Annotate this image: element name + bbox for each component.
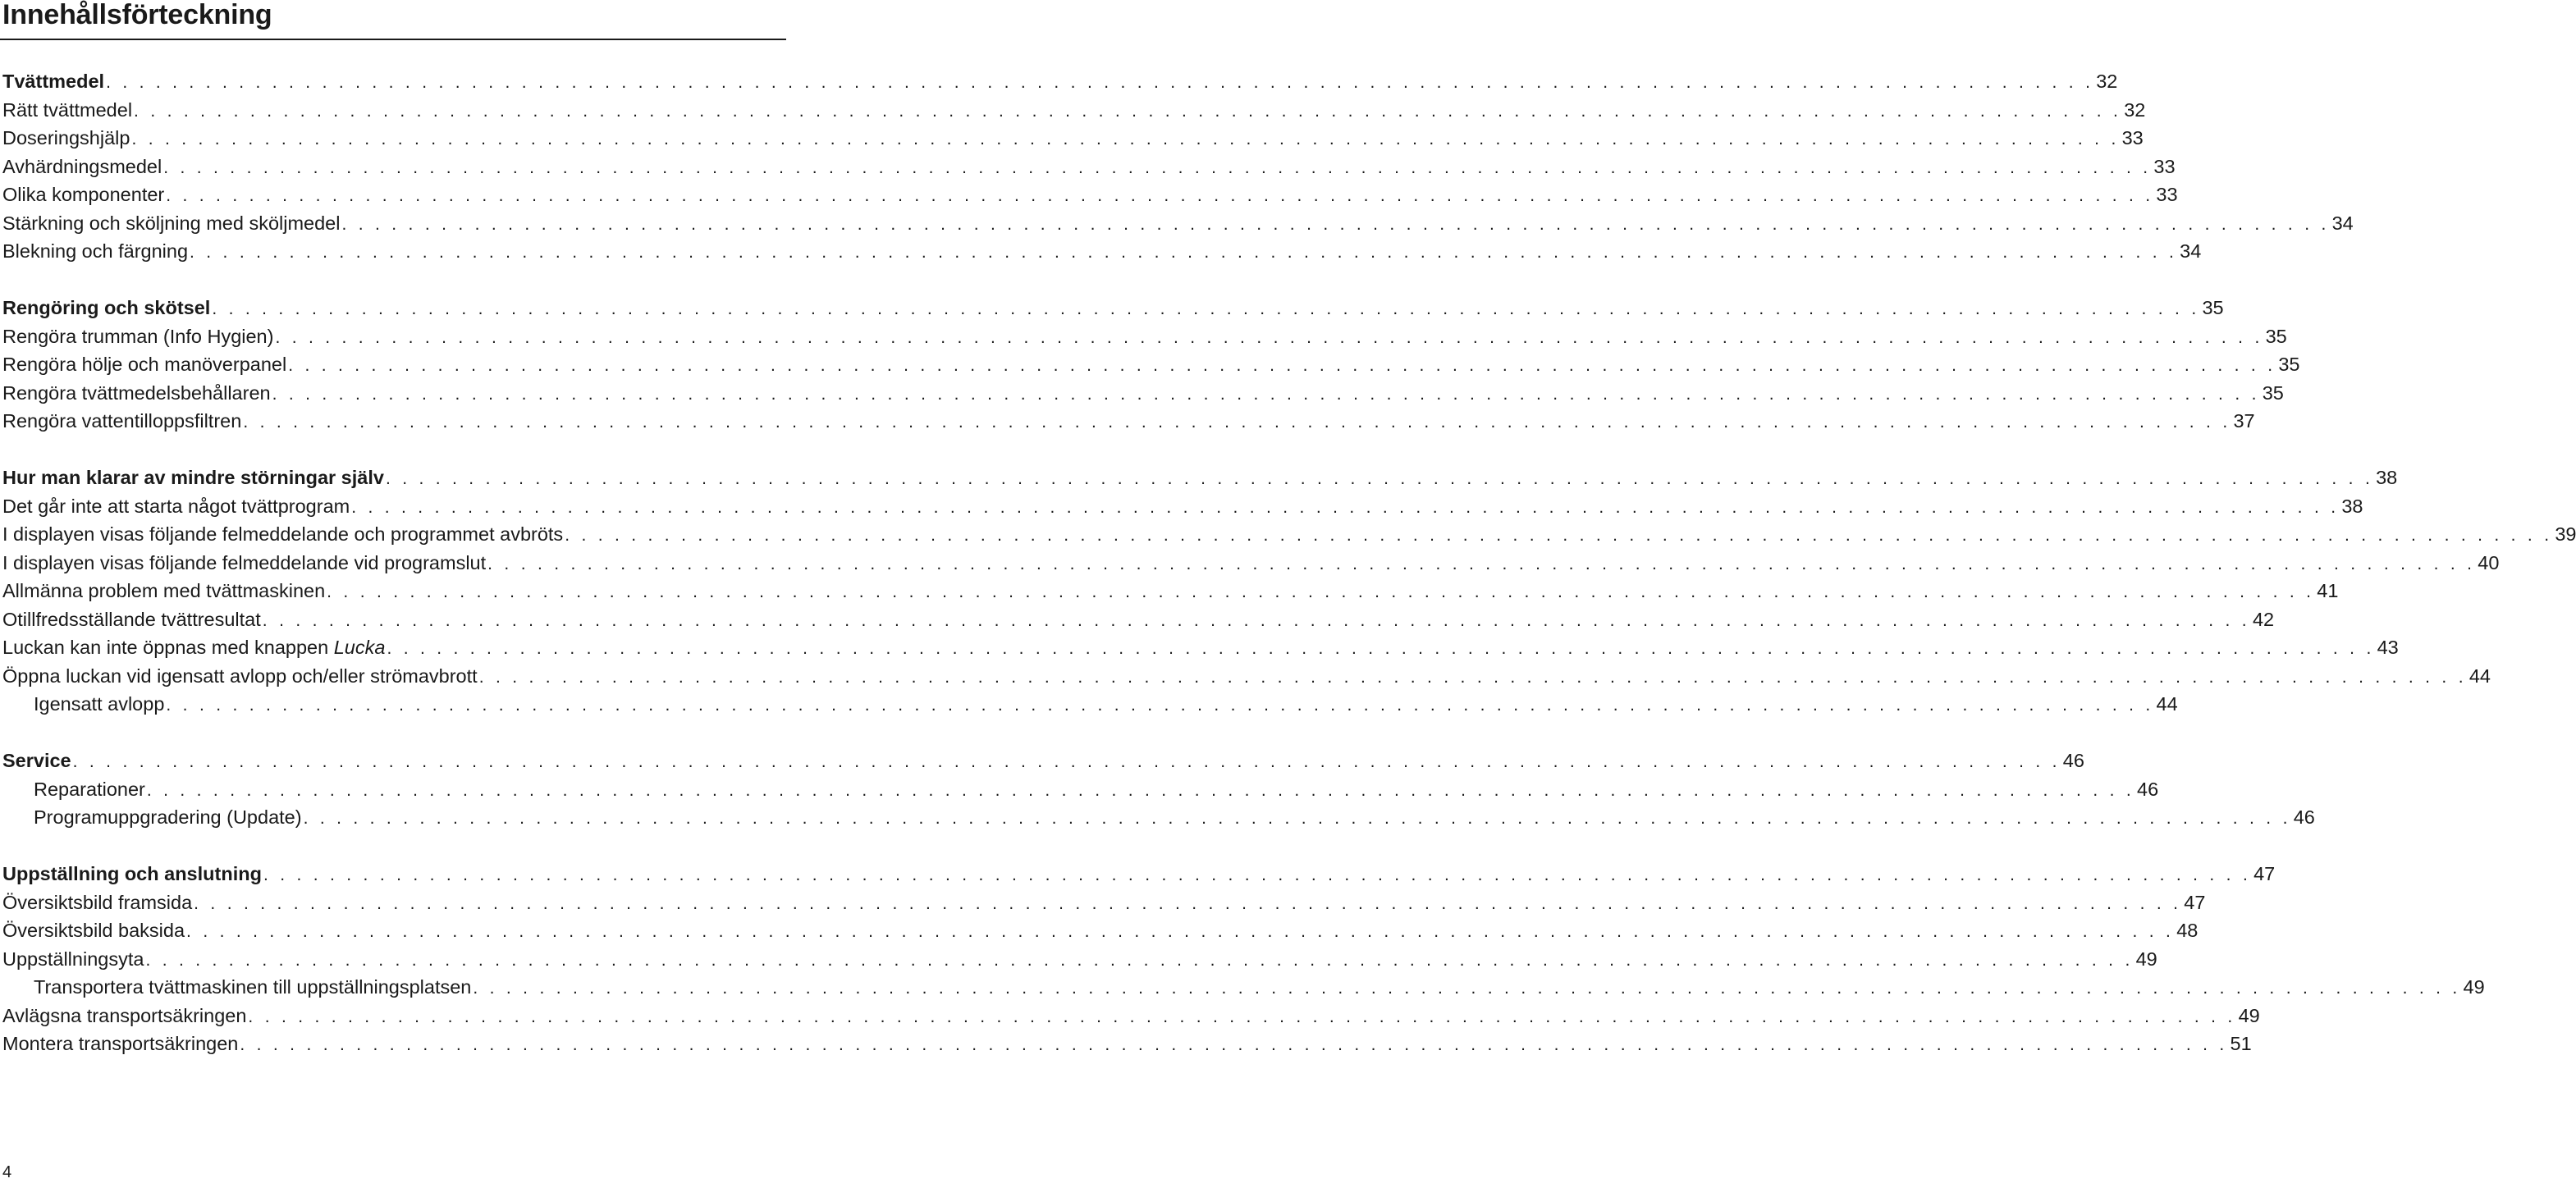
toc-entry-label: [31, 690, 164, 719]
toc-entry-label: [0, 747, 71, 775]
toc-entry-label: [0, 96, 132, 125]
toc-entry-label: [31, 973, 471, 1002]
toc-heading-entry[interactable]: [0, 464, 2398, 492]
toc-heading-entry[interactable]: [0, 860, 2276, 888]
toc-entry-text: Luckan kan inte öppnas med knappen: [2, 637, 334, 658]
toc-entry-text: Rengöra tvättmedelsbehållaren: [2, 381, 271, 404]
table-of-contents: [0, 67, 2576, 1086]
toc-page-number: 46: [2137, 778, 2159, 800]
toc-entry[interactable]: [0, 775, 2159, 804]
toc-entry-text: Det går inte att starta något tvättprogram: [2, 495, 350, 517]
toc-entry-text: Service: [2, 750, 71, 771]
dot-leader: . . . . . . . . . . . . . . . . . . . . . . . . . . . . . . . . . . . . . . . . . . . . . . . . . . . . . . . . . . . . . . . . . . . . . . . . . . . . . . . . . . . . . . . . . . . . . . . . . . . . . . . . . . . . . . . . . . . . . . . .: [385, 469, 2374, 488]
dot-leader: . . . . . . . . . . . . . . . . . . . . . . . . . . . . . . . . . . . . . . . . . . . . . . . . . . . . . . . . . . . . . . . . . . . . . . . . . . . . . . . . . . . . . . . . . . . . . . . . . . . . . . . . . . . . . . . . . . . . . . . .: [131, 130, 2120, 148]
toc-page-number: 44: [2468, 665, 2491, 687]
toc-entry-label: [0, 888, 192, 917]
toc-entry[interactable]: [0, 662, 2491, 691]
toc-page-number: 35: [2202, 297, 2224, 318]
toc-entry-text: Översiktsbild baksida: [2, 920, 185, 941]
toc-page-number: 44: [2156, 693, 2178, 715]
toc-section: [0, 860, 2485, 1058]
dot-leader: . . . . . . . . . . . . . . . . . . . . . . . . . . . . . . . . . . . . . . . . . . . . . . . . . . . . . . . . . . . . . . . . . . . . . . . . . . . . . . . . . . . . . . . . . . . . . . . . . . . . . . . . . . . . . . . . . . . . . . . .: [163, 158, 2152, 177]
toc-entry-emphasis: Lucka: [333, 637, 386, 658]
toc-section: [0, 294, 2300, 436]
dot-leader: . . . . . . . . . . . . . . . . . . . . . . . . . . . . . . . . . . . . . . . . . . . . . . . . . . . . . . . . . . . . . . . . . . . . . . . . . . . . . . . . . . . . . . . . . . . . . . . . . . . . . . . . . . . . . . . . . . . . . . . .: [272, 384, 2260, 404]
dot-leader: . . . . . . . . . . . . . . . . . . . . . . . . . . . . . . . . . . . . . . . . . . . . . . . . . . . . . . . . . . . . . . . . . . . . . . . . . . . . . . . . . . . . . . . . . . . . . . . . . . . . . . . . . . . . . . . . . . . . . . . .: [341, 214, 2330, 234]
toc-entry-text: Rengöra vattentilloppsfiltren: [2, 410, 242, 432]
toc-entry-text: Öppna luckan vid igensatt avlopp och/eller strömavbrott: [2, 665, 478, 687]
toc-entry-text: Avhärdningsmedel: [2, 155, 162, 177]
toc-entry-text: Uppställning och anslutning: [2, 863, 262, 884]
toc-entry[interactable]: [0, 803, 2315, 832]
toc-page-number: 49: [2135, 948, 2157, 970]
toc-section: [0, 747, 2315, 832]
toc-entry-text: Allmänna problem med tvättmaskinen: [2, 580, 326, 601]
dot-leader: . . . . . . . . . . . . . . . . . . . . . . . . . . . . . . . . . . . . . . . . . . . . . . . . . . . . . . . . . . . . . . . . . . . . . . . . . . . . . . . . . . . . . . . . . . . . . . . . . . . . . . . . . . . . . . . . . . . . . . . .: [275, 327, 2263, 347]
toc-page-number: 43: [2377, 637, 2399, 658]
toc-entry-text: Olika komponenter: [2, 184, 165, 205]
toc-page-number: 46: [2062, 750, 2084, 771]
toc-entry-label: [31, 803, 302, 832]
toc-entry[interactable]: [0, 180, 2178, 209]
dot-leader: . . . . . . . . . . . . . . . . . . . . . . . . . . . . . . . . . . . . . . . . . . . . . . . . . . . . . . . . . . . . . . . . . . . . . . . . . . . . . . . . . . . . . . . . . . . . . . . . . . . . . . . . . . . . . . . . . . . . . . . .: [190, 243, 2178, 262]
dot-leader: . . . . . . . . . . . . . . . . . . . . . . . . . . . . . . . . . . . . . . . . . . . . . . . . . . . . . . . . . . . . . . . . . . . . . . . . . . . . . . . . . . . . . . . . . . . . . . . . . . . . . . . . . . . . . . . . . . . . . . . .: [186, 922, 2175, 941]
toc-entry[interactable]: [0, 633, 2399, 662]
toc-entry[interactable]: [0, 605, 2275, 634]
toc-page-number: 32: [2124, 98, 2146, 121]
toc-entry-text: Uppställningsyta: [2, 948, 144, 970]
page-number: 4: [2, 1163, 12, 1181]
toc-page-number: 38: [2341, 495, 2363, 517]
toc-entry-text: Otillfredsställande tvättresultat: [2, 608, 261, 630]
dot-leader: . . . . . . . . . . . . . . . . . . . . . . . . . . . . . . . . . . . . . . . . . . . . . . . . . . . . . . . . . . . . . . . . . . . . . . . . . . . . . . . . . . . . . . . . . . . . . . . . . . . . . . . . . . . . . . . . . . . . . . . .: [487, 554, 2476, 573]
toc-entry-label: [0, 153, 162, 181]
toc-entry[interactable]: [0, 690, 2178, 719]
toc-entry-text: Rengöra hölje och manöverpanel: [2, 354, 287, 375]
dot-leader: . . . . . . . . . . . . . . . . . . . . . . . . . . . . . . . . . . . . . . . . . . . . . . . . . . . . . . . . . . . . . . . . . . . . . . . . . . . . . . . . . . . . . . . . . . . . . . . . . . . . . . . . . . . . . . . . . . . . . . . .: [240, 1035, 2228, 1054]
dot-leader: . . . . . . . . . . . . . . . . . . . . . . . . . . . . . . . . . . . . . . . . . . . . . . . . . . . . . . . . . . . . . . . . . . . . . . . . . . . . . . . . . . . . . . . . . . . . . . . . . . . . . . . . . . . . . . . . . . . . . . . .: [288, 356, 2276, 375]
toc-entry[interactable]: [0, 379, 2284, 408]
toc-page-number: 47: [2253, 863, 2276, 884]
toc-entry-text: Transportera tvättmaskinen till uppställningsplatsen: [34, 976, 472, 998]
toc-page-number: 37: [2233, 410, 2255, 432]
dot-leader: . . . . . . . . . . . . . . . . . . . . . . . . . . . . . . . . . . . . . . . . . . . . . . . . . . . . . . . . . . . . . . . . . . . . . . . . . . . . . . . . . . . . . . . . . . . . . . . . . . . . . . . . . . . . . . . . . . . . . . . .: [478, 667, 2467, 687]
toc-entry-label: [0, 124, 130, 153]
toc-entry[interactable]: [0, 945, 2157, 974]
toc-entry-label: [0, 67, 104, 96]
toc-entry[interactable]: [0, 209, 2354, 238]
toc-entry-text: Programuppgradering (Update): [34, 806, 302, 828]
dot-leader: . . . . . . . . . . . . . . . . . . . . . . . . . . . . . . . . . . . . . . . . . . . . . . . . . . . . . . . . . . . . . . . . . . . . . . . . . . . . . . . . . . . . . . . . . . . . . . . . . . . . . . . . . . . . . . . . . . . . . . . .: [327, 582, 2315, 601]
toc-entry-text: Stärkning och sköljning med sköljmedel: [2, 212, 341, 234]
toc-entry[interactable]: [0, 973, 2485, 1002]
toc-entry[interactable]: [0, 96, 2146, 125]
toc-entry[interactable]: [0, 1030, 2252, 1058]
toc-entry[interactable]: [0, 888, 2206, 917]
dot-leader: . . . . . . . . . . . . . . . . . . . . . . . . . . . . . . . . . . . . . . . . . . . . . . . . . . . . . . . . . . . . . . . . . . . . . . . . . . . . . . . . . . . . . . . . . . . . . . . . . . . . . . . . . . . . . . . . . . . . . . . .: [473, 979, 2461, 998]
toc-entry-text: Montera transportsäkringen: [2, 1033, 239, 1054]
toc-entry-label: [0, 492, 350, 521]
dot-leader: . . . . . . . . . . . . . . . . . . . . . . . . . . . . . . . . . . . . . . . . . . . . . . . . . . . . . . . . . . . . . . . . . . . . . . . . . . . . . . . . . . . . . . . . . . . . . . . . . . . . . . . . . . . . . . . . . . . . . . . .: [194, 893, 2182, 913]
toc-page-number: 51: [2230, 1033, 2252, 1054]
toc-entry-label: [0, 662, 478, 691]
toc-page-number: 41: [2317, 580, 2339, 601]
toc-entry[interactable]: [0, 1002, 2260, 1030]
toc-entry-label: [0, 916, 185, 945]
dot-leader: . . . . . . . . . . . . . . . . . . . . . . . . . . . . . . . . . . . . . . . . . . . . . . . . . . . . . . . . . . . . . . . . . . . . . . . . . . . . . . . . . . . . . . . . . . . . . . . . . . . . . . . . . . . . . . . . . . . . . . . .: [134, 101, 2122, 121]
dot-leader: . . . . . . . . . . . . . . . . . . . . . . . . . . . . . . . . . . . . . . . . . . . . . . . . . . . . . . . . . . . . . . . . . . . . . . . . . . . . . . . . . . . . . . . . . . . . . . . . . . . . . . . . . . . . . . . . . . . . . . . .: [303, 809, 2291, 828]
toc-entry[interactable]: [0, 549, 2500, 578]
toc-entry-text: Doseringshjälp: [2, 127, 130, 148]
toc-entry-label: [0, 1002, 246, 1030]
toc-page-number: 49: [2238, 1004, 2260, 1026]
toc-page-number: 34: [2331, 212, 2354, 234]
toc-page-number: 33: [2121, 127, 2144, 148]
toc-entry[interactable]: [0, 407, 2255, 436]
dot-leader: . . . . . . . . . . . . . . . . . . . . . . . . . . . . . . . . . . . . . . . . . . . . . . . . . . . . . . . . . . . . . . . . . . . . . . . . . . . . . . . . . . . . . . . . . . . . . . . . . . . . . . . . . . . . . . . . . . . . . . . .: [166, 696, 2154, 715]
toc-entry-text: Rengöring och skötsel: [2, 297, 211, 318]
dot-leader: . . . . . . . . . . . . . . . . . . . . . . . . . . . . . . . . . . . . . . . . . . . . . . . . . . . . . . . . . . . . . . . . . . . . . . . . . . . . . . . . . . . . . . . . . . . . . . . . . . . . . . . . . . . . . . . . . . . . . . . .: [106, 73, 2094, 92]
dot-leader: . . . . . . . . . . . . . . . . . . . . . . . . . . . . . . . . . . . . . . . . . . . . . . . . . . . . . . . . . . . . . . . . . . . . . . . . . . . . . . . . . . . . . . . . . . . . . . . . . . . . . . . . . . . . . . . . . . . . . . . .: [145, 950, 2134, 970]
toc-entry-label: [0, 464, 384, 492]
toc-entry-text: Rätt tvättmedel: [2, 98, 133, 121]
toc-entry-label: [0, 379, 271, 408]
toc-entry-text: Tvättmedel: [2, 71, 105, 92]
toc-page-number: 46: [2293, 806, 2315, 828]
toc-entry-label: [0, 1030, 238, 1058]
toc-page-number: 33: [2156, 184, 2178, 205]
toc-entry-label: [0, 407, 241, 436]
toc-page-number: 34: [2180, 240, 2202, 262]
dot-leader: . . . . . . . . . . . . . . . . . . . . . . . . . . . . . . . . . . . . . . . . . . . . . . . . . . . . . . . . . . . . . . . . . . . . . . . . . . . . . . . . . . . . . . . . . . . . . . . . . . . . . . . . . . . . . . . . . . . . . . . .: [263, 866, 2252, 884]
toc-entry-text: I displayen visas följande felmeddelande och programmet avbröts: [2, 523, 564, 545]
dot-leader: . . . . . . . . . . . . . . . . . . . . . . . . . . . . . . . . . . . . . . . . . . . . . . . . . . . . . . . . . . . . . . . . . . . . . . . . . . . . . . . . . . . . . . . . . . . . . . . . . . . . . . . . . . . . . . . . . . . . . . . .: [146, 780, 2134, 800]
toc-entry-text: Rengöra trumman (Info Hygien): [2, 325, 274, 347]
dot-leader: . . . . . . . . . . . . . . . . . . . . . . . . . . . . . . . . . . . . . . . . . . . . . . . . . . . . . . . . . . . . . . . . . . . . . . . . . . . . . . . . . . . . . . . . . . . . . . . . . . . . . . . . . . . . . . . . . . . . . . . .: [212, 299, 2200, 318]
toc-page-number: 32: [2096, 71, 2118, 92]
toc-page-number: 47: [2184, 891, 2206, 913]
toc-page-number: 49: [2463, 976, 2485, 998]
dot-leader: . . . . . . . . . . . . . . . . . . . . . . . . . . . . . . . . . . . . . . . . . . . . . . . . . . . . . . . . . . . . . . . . . . . . . . . . . . . . . . . . . . . . . . . . . . . . . . . . . . . . . . . . . . . . . . . . . . . . . . . .: [243, 413, 2231, 432]
toc-page-number: 48: [2176, 920, 2199, 941]
toc-entry[interactable]: [0, 577, 2339, 605]
toc-entry[interactable]: [0, 916, 2199, 945]
toc-entry[interactable]: [0, 322, 2287, 351]
toc-entry-label: [0, 350, 286, 379]
toc-section: [0, 464, 2576, 719]
toc-entry-label: [0, 294, 210, 322]
toc-page-number: 42: [2252, 608, 2275, 630]
toc-heading-entry[interactable]: [0, 294, 2224, 322]
toc-page-number: 33: [2153, 155, 2176, 177]
toc-entry[interactable]: [0, 492, 2363, 521]
toc-entry-label: [0, 322, 273, 351]
toc-entry-label: [0, 577, 325, 605]
toc-page-number: 35: [2265, 325, 2287, 347]
dot-leader: . . . . . . . . . . . . . . . . . . . . . . . . . . . . . . . . . . . . . . . . . . . . . . . . . . . . . . . . . . . . . . . . . . . . . . . . . . . . . . . . . . . . . . . . . . . . . . . . . . . . . . . . . . . . . . . . . . . . . . . .: [262, 610, 2250, 630]
toc-page-number: 35: [2262, 381, 2284, 404]
page-title: Innehållsförteckning: [2, 0, 272, 30]
toc-entry[interactable]: [0, 153, 2176, 181]
toc-entry-label: [0, 209, 340, 238]
dot-leader: . . . . . . . . . . . . . . . . . . . . . . . . . . . . . . . . . . . . . . . . . . . . . . . . . . . . . . . . . . . . . . . . . . . . . . . . . . . . . . . . . . . . . . . . . . . . . . . . . . . . . . . . . . . . . . . . . . . . . . . .: [387, 639, 2375, 658]
toc-page-number: 39: [2555, 523, 2576, 545]
dot-leader: . . . . . . . . . . . . . . . . . . . . . . . . . . . . . . . . . . . . . . . . . . . . . . . . . . . . . . . . . . . . . . . . . . . . . . . . . . . . . . . . . . . . . . . . . . . . . . . . . . . . . . . . . . . . . . . . . . . . . . . .: [72, 752, 2061, 771]
toc-entry-label: [0, 549, 486, 578]
toc-entry-label: [0, 860, 262, 888]
toc-entry-label: [0, 180, 164, 209]
toc-heading-entry[interactable]: [0, 67, 2118, 96]
toc-entry-label: [0, 520, 563, 549]
toc-entry-label: [0, 605, 261, 634]
toc-entry[interactable]: [0, 124, 2144, 153]
toc-entry-label: [0, 945, 144, 974]
toc-entry-text: Översiktsbild framsida: [2, 891, 193, 913]
toc-entry-text: Reparationer: [34, 778, 145, 800]
toc-entry[interactable]: [0, 237, 2202, 266]
toc-entry-text: Blekning och färgning: [2, 240, 189, 262]
toc-entry[interactable]: [0, 520, 2576, 549]
toc-entry-text: I displayen visas följande felmeddelande vid programslut: [2, 551, 487, 573]
toc-entry-label: [0, 633, 385, 662]
toc-entry-text: Avlägsna transportsäkringen: [2, 1004, 247, 1026]
toc-page-number: 35: [2278, 354, 2300, 375]
toc-entry-text: Igensatt avlopp: [34, 693, 165, 715]
toc-heading-entry[interactable]: [0, 747, 2084, 775]
dot-leader: . . . . . . . . . . . . . . . . . . . . . . . . . . . . . . . . . . . . . . . . . . . . . . . . . . . . . . . . . . . . . . . . . . . . . . . . . . . . . . . . . . . . . . . . . . . . . . . . . . . . . . . . . . . . . . . . . . . . . . . .: [565, 526, 2553, 545]
toc-page-number: 38: [2376, 467, 2398, 488]
dot-leader: . . . . . . . . . . . . . . . . . . . . . . . . . . . . . . . . . . . . . . . . . . . . . . . . . . . . . . . . . . . . . . . . . . . . . . . . . . . . . . . . . . . . . . . . . . . . . . . . . . . . . . . . . . . . . . . . . . . . . . . .: [351, 497, 2340, 517]
toc-section: [0, 67, 2354, 266]
toc-entry-label: [0, 237, 188, 266]
toc-page-number: 40: [2478, 551, 2500, 573]
toc-entry-text: Hur man klarar av mindre störningar själv: [2, 467, 384, 488]
dot-leader: . . . . . . . . . . . . . . . . . . . . . . . . . . . . . . . . . . . . . . . . . . . . . . . . . . . . . . . . . . . . . . . . . . . . . . . . . . . . . . . . . . . . . . . . . . . . . . . . . . . . . . . . . . . . . . . . . . . . . . . .: [166, 186, 2154, 205]
dot-leader: . . . . . . . . . . . . . . . . . . . . . . . . . . . . . . . . . . . . . . . . . . . . . . . . . . . . . . . . . . . . . . . . . . . . . . . . . . . . . . . . . . . . . . . . . . . . . . . . . . . . . . . . . . . . . . . . . . . . . . . .: [248, 1007, 2236, 1026]
toc-entry-label: [31, 775, 145, 804]
title-divider: [0, 39, 786, 40]
toc-entry[interactable]: [0, 350, 2300, 379]
